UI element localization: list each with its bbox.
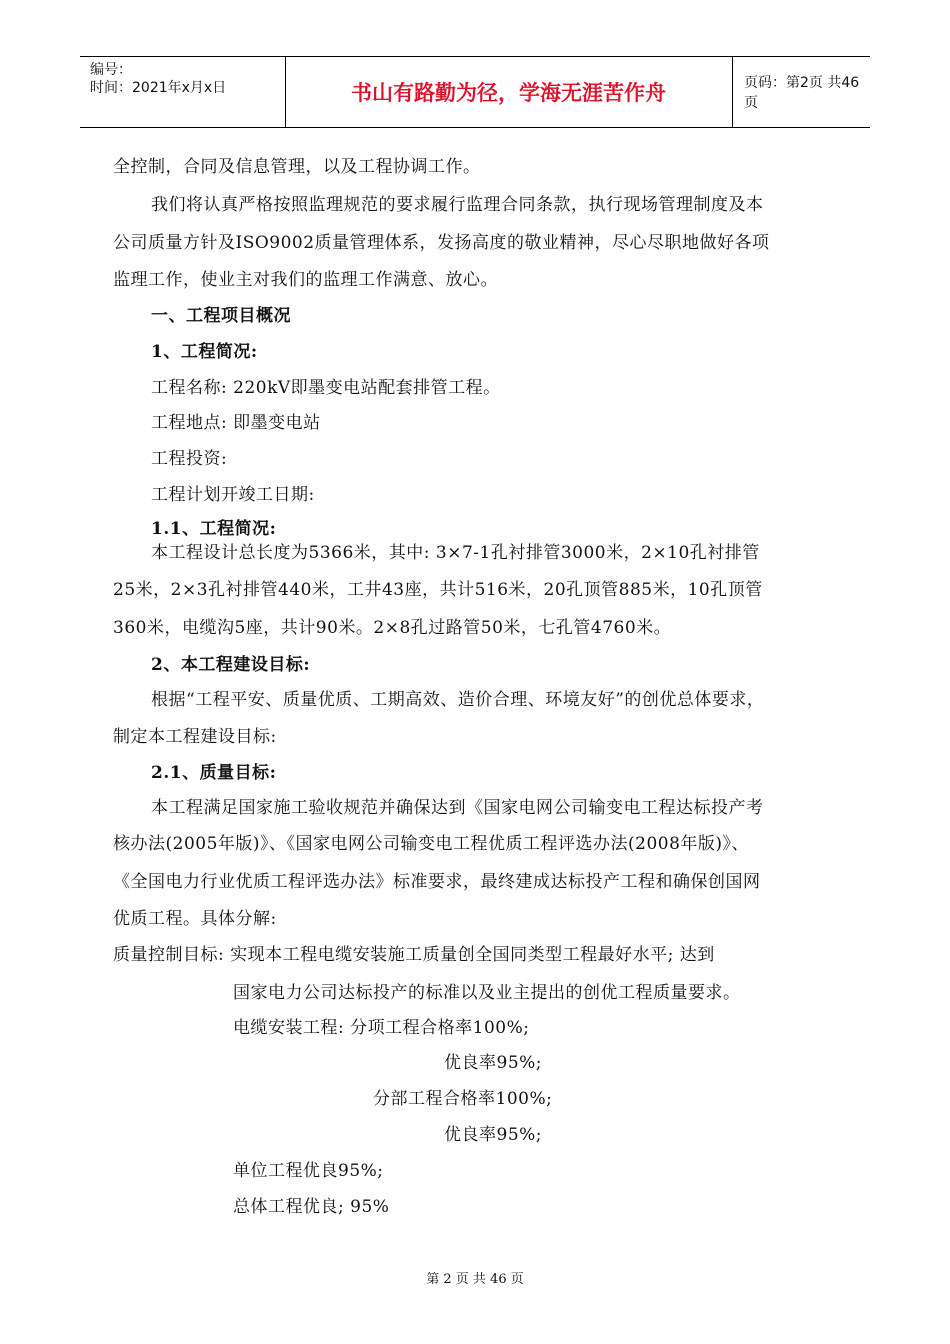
- body-line: 优良率95%;: [444, 1125, 543, 1145]
- body-line: 25米，2×3孔衬排管440米，工井43座，共计516米，20孔顶管885米，10孔顶管: [113, 580, 763, 600]
- body-line: 国家电力公司达标投产的标准以及业主提出的创优工程质量要求。: [233, 983, 741, 1003]
- body-line: 优良率95%;: [444, 1053, 543, 1073]
- body-line: 总体工程优良; 95%: [233, 1197, 390, 1217]
- body-line: 公司质量方针及ISO9002质量管理体系，发扬高度的敬业精神，尽心尽职地做好各项: [113, 233, 770, 253]
- body-line: 本工程满足国家施工验收规范并确保达到《国家电网公司输变电工程达标投产考: [151, 798, 764, 818]
- header-meta-cell: [80, 57, 286, 127]
- body-line: 我们将认真严格按照监理规范的要求履行监理合同条款，执行现场管理制度及本: [151, 195, 764, 215]
- subsection-heading: 1、工程简况:: [151, 342, 258, 362]
- body-line: 360米，电缆沟5座，共计90米。2×8孔过路管50米，七孔管4760米。: [113, 618, 672, 638]
- document-time-label: 时间：2021年x月x日: [90, 80, 227, 96]
- body-line: 电缆安装工程: 分项工程合格率100%;: [233, 1018, 530, 1038]
- body-line: 《全国电力行业优质工程评选办法》标准要求，最终建成达标投产工程和确保创国网: [113, 872, 761, 892]
- body-line: 分部工程合格率100%;: [373, 1089, 553, 1109]
- body-line: 工程投资:: [151, 449, 228, 469]
- subsection-heading: 2.1、质量目标:: [151, 763, 277, 783]
- body-line: 单位工程优良95%;: [233, 1161, 384, 1181]
- subsection-heading: 1.1、工程简况:: [151, 519, 277, 539]
- header-page-code: 页码：第2页 共46页: [744, 75, 860, 111]
- subsection-heading: 2、本工程建设目标:: [151, 655, 311, 675]
- body-line: 质量控制目标: 实现本工程电缆安装施工质量创全国同类型工程最好水平; 达到: [113, 945, 715, 965]
- body-line: 工程计划开竣工日期:: [151, 485, 315, 505]
- header-table: [80, 56, 870, 128]
- section-heading: 一、工程项目概况: [151, 306, 291, 326]
- document-number-label: 编号：: [90, 62, 132, 78]
- body-line: 工程名称: 220kV即墨变电站配套排管工程。: [151, 378, 501, 398]
- header-motto: 书山有路勤为径，学海无涯苦作舟: [285, 57, 733, 127]
- body-line: 全控制，合同及信息管理，以及工程协调工作。: [113, 157, 481, 177]
- body-line: 工程地点: 即墨变电站: [151, 413, 321, 433]
- body-line: 优质工程。具体分解:: [113, 909, 277, 929]
- body-line: 核办法(2005年版)》、《国家电网公司输变电工程优质工程评选办法(2008年版)》、: [113, 834, 750, 854]
- page-footer: 第 2 页 共 46 页: [426, 1272, 524, 1287]
- body-line: 监理工作，使业主对我们的监理工作满意、放心。: [113, 270, 498, 290]
- body-line: 根据“工程平安、质量优质、工期高效、造价合理、环境友好”的创优总体要求，: [151, 690, 765, 710]
- body-line: 本工程设计总长度为5366米，其中: 3×7-1孔衬排管3000米，2×10孔衬排管: [151, 543, 760, 563]
- body-line: 制定本工程建设目标:: [113, 727, 277, 747]
